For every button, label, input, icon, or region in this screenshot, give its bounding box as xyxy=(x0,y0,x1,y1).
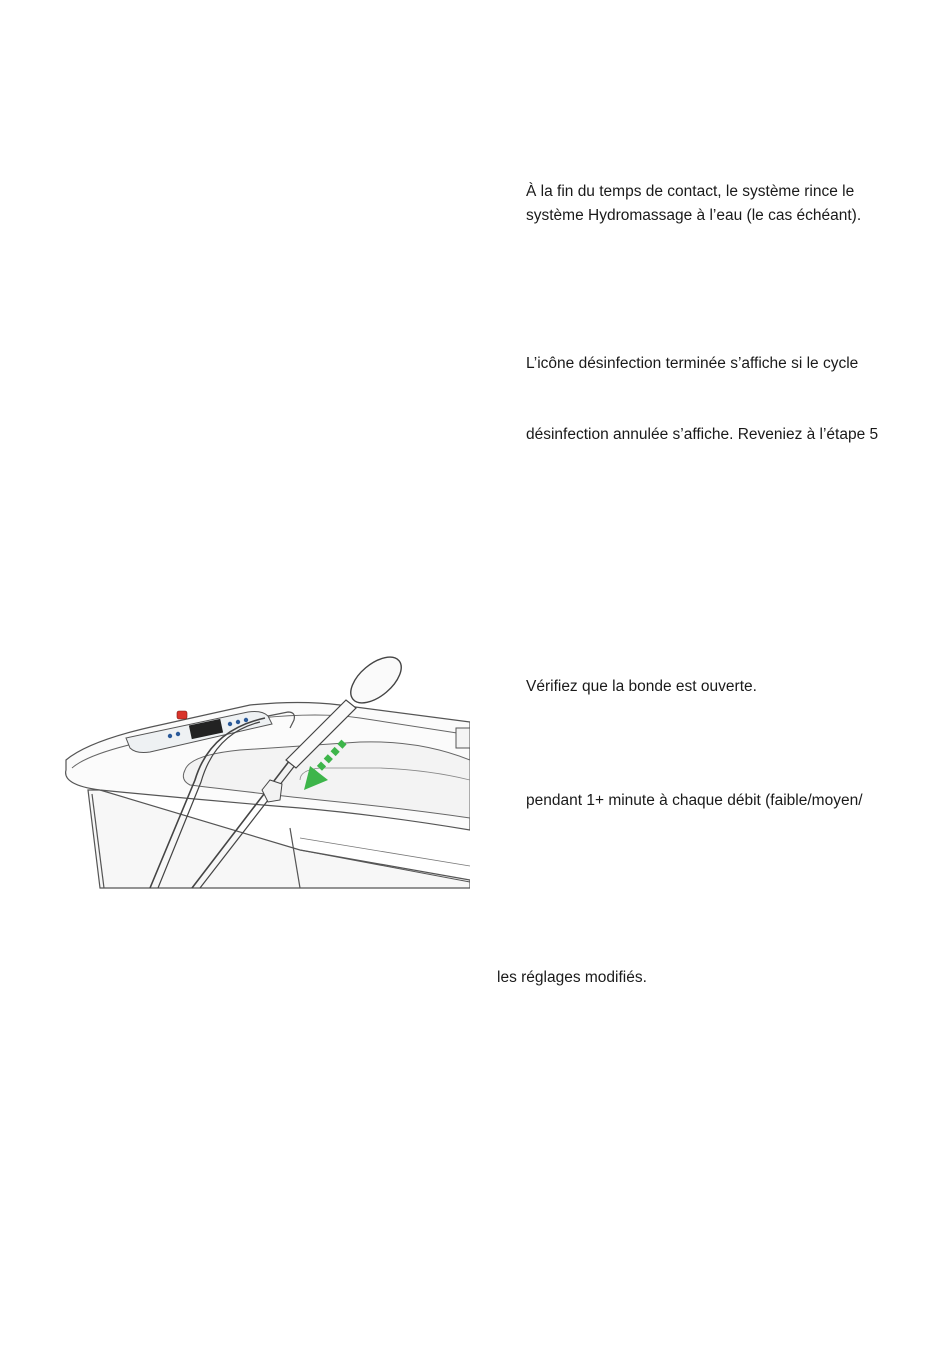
tub-handshower-illustration xyxy=(60,650,470,890)
paragraph-rinse-line2: système Hydromassage à l’eau (le cas échéant). xyxy=(526,207,862,224)
paragraph-disinfection-done: L’icône désinfection terminée s’affiche si le cycle xyxy=(526,355,859,372)
paragraph-rinse-line1: À la fin du temps de contact, le système rince le xyxy=(526,183,855,200)
paragraph-flow-rate: pendant 1+ minute à chaque débit (faible/moyen/ xyxy=(526,792,863,809)
paragraph-check-drain: Vérifiez que la bonde est ouverte. xyxy=(526,678,757,695)
paragraph-modified-settings: les réglages modifiés. xyxy=(497,969,647,986)
paragraph-disinfection-cancelled: désinfection annulée s’affiche. Reveniez à l’étape 5 xyxy=(526,426,879,443)
